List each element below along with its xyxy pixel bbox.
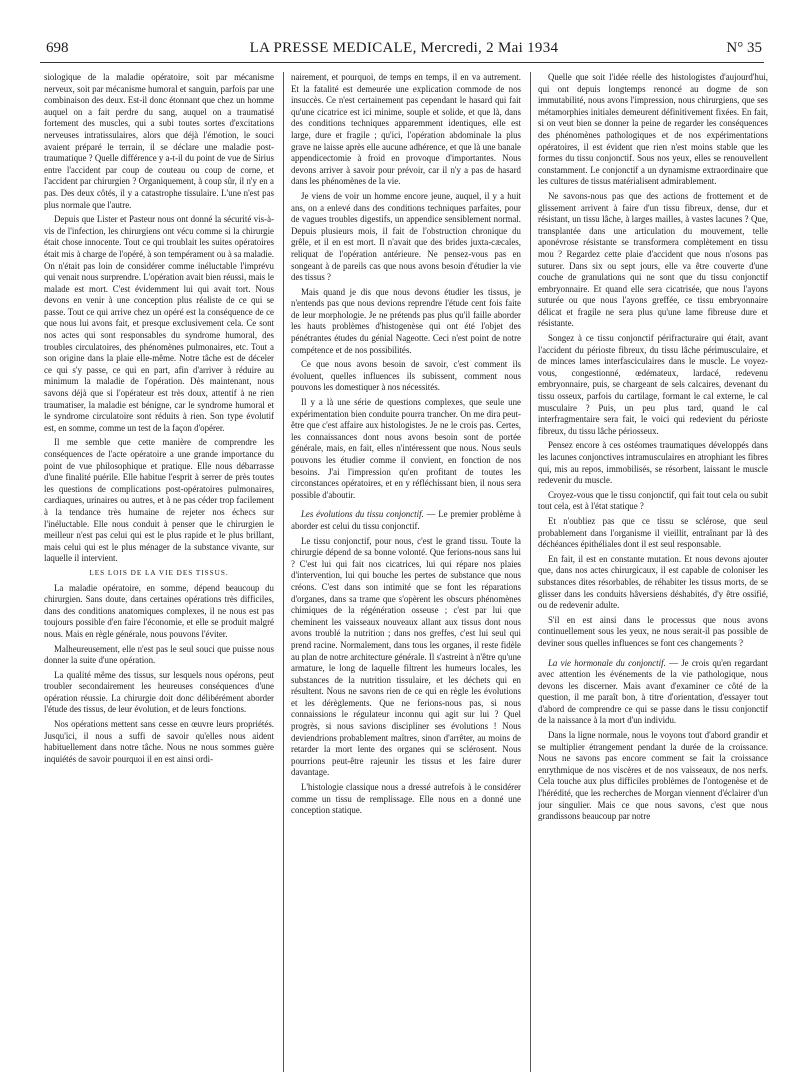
header-rule: [40, 62, 764, 63]
column-right: [538, 72, 768, 1072]
paragraph: Ce que nous avons besoin de savoir, c'est comment ils évoluent, quelles influences ils subissent, comment nous pouvons les domestiquer à nos nécessités.: [291, 359, 521, 393]
paragraph: La qualité même des tissus, sur lesquels nous opérons, peut troubler secondairement les heureuses conséquences d'une opération réussie. La chirurgie doit donc délibérément aborder l'étude des tissus, de leur évolution, et de leurs fonctions.: [44, 669, 274, 715]
paragraph: Croyez-vous que le tissu conjonctif, qui fait tout cela ou subit tout cela, est à l'état statique ?: [538, 489, 768, 512]
column-left: [44, 72, 274, 1072]
paragraph: L'histologie classique nous a dressé autrefois à le considérer comme un tissu de remplissage. Elle nous en a donné une conception statique.: [291, 782, 521, 816]
paragraph-text: — Le premier problème à aborder est celui du tissu conjonctif.: [291, 509, 521, 531]
paragraph: Malheureusement, elle n'est pas le seul souci que puisse nous donner la suite d'une opération.: [44, 643, 274, 666]
subsection-heading: Les évolutions du tissu conjonctif.: [301, 509, 424, 520]
subsection-paragraph: [291, 509, 521, 532]
paragraph: En fait, il est en constante mutation. Et nous devons ajouter que, dans nos actes chirurgicaux, il est capable de coloniser les substances dites résorbables, de réhabiter les tissus morts, de se glisser dans les conduits hâversiens déshabités, d'y être ossifié, ou de redevenir adulte.: [538, 553, 768, 611]
paragraph: La maladie opératoire, en somme, dépend beaucoup du chirurgien. Sans doute, dans certaines opérations très difficiles, dans des conditions anatomiques complexes, il ne nous est pas toujours possible d'en faire l'économie, et elle se produit malgré nous. Mais en règle générale, nous pouvons l'éviter.: [44, 582, 274, 639]
paragraph-text: — Je crois qu'en regardant avec attention les événements de la vie pathologique, nous devons les discerner. Mais avant d'examiner ce côté de la question, il me paraît bon, à titre d'orientation, d'essayer tout d'abord de comprendre ce qui se passe dans le tissu conjonctif de la naissance à la mort d'un individu.: [538, 657, 768, 726]
paragraph: Pensez encore à ces ostéomes traumatiques développés dans les lacunes conjonctives intramusculaires en atrophiant les fibres qui, mis au repos, immobilisés, se résorbent, laissant le muscle redevenir du muscle.: [538, 440, 768, 486]
issue-number: N° 35: [726, 40, 762, 56]
section-heading: LES LOIS DE LA VIE DES TISSUS.: [89, 568, 229, 577]
page-header: [46, 40, 762, 60]
paragraph: Le tissu conjonctif, pour nous, c'est le grand tissu. Toute la chirurgie dépend de sa bonne volonté. Que ferions-nous sans lui ? C'est lui qui fait nos cicatrices, lui qui répare nos plaies d'intervention, lui qui bouche les pertes de substance que nous créons. C'est dans son intimité que se font les réparations d'organes, dans sa trame que s'opèrent les obscurs phénomènes chimiques de la régénération osseuse ; c'est par lui que cheminent les vaisseaux nouveaux allant aux tissus dont nous avons troublé la nutrition ; dans nos greffes, c'est lui seul qui prend racine. Normalement, dans tous les organes, il reste fidèle au plan de notre architecture générale. Il s'astreint à n'être qu'une armature, le long de laquelle filtrent les humeurs locales, les substances de la nutrition tissulaire, et les déchets qui en résultent. Nous ne savons rien de ce qui en règle les évolutions et les dérèglements. Que ne ferions-nous pas, si nous connaissions le régulateur inconnu qui agit sur lui ? Quel progrès, si nous savions discipliner ses évolutions ! Nous deviendrions probablement maîtres, sinon d'arrêter, au moins de retarder la mort lente des organes qui se sclérosent. Nous pourrions peut-être rajeunir les tissus et les faire durer davantage.: [291, 535, 521, 778]
column-middle: [291, 72, 521, 1072]
paragraph: Quelle que soit l'idée réelle des histologistes d'aujourd'hui, qui ont depuis longtemps renoncé au dogme de son immutabilité, nous avons l'impression, nous chirurgiens, que ses métamorphies initiales demeurent définitivement fixées. En fait, si on veut bien se donner la peine de regarder les conséquences des phénomènes pathologiques et de nos expérimentations opératoires, il est évident que rien n'est moins stable que les formes du tissu conjonctif. Sous nos yeux, elles se renouvellent constamment. Le conjonctif a un dynamisme extraordinaire que les cultures de tissus matérialisent admirablement.: [538, 72, 768, 187]
paragraph: Il me semble que cette manière de comprendre les conséquences de l'acte opératoire a une grande importance du point de vue philosophique et pratique. Elle nous débarrasse d'une finalité puérile. Elle habitue l'esprit à serrer de près toutes les questions de complications post-opératoires pulmonaires, cardiaques, urinaires ou autres, et à ne pas céder trop facilement à la tendance très humaine de rejeter nos échecs sur l'inéluctable. Elle nous conduit à penser que le chirurgien le meilleur n'est pas celui qui est le plus rapide et le plus brillant, mais celui qui est le plus ménager de la substance vivante, sur laquelle il intervient.: [44, 437, 274, 564]
column-divider: [530, 72, 531, 1072]
subsection-heading: La vie hormonale du conjonctif.: [548, 657, 666, 668]
paragraph: Dans la ligne normale, nous le voyons tout d'abord grandir et se multiplier étrangement pendant la durée de la croissance. Nous ne savons pas encore comment se fait la croissance enrythmique de nos viscères et de nos vaisseaux, de nos nerfs. Cela touche aux plus difficiles problèmes de l'ontogenèse et de l'hérédité, que les recherches de Morgan viennent d'éclairer d'un jour singulier. Mais ce que nous savons, c'est que nous grandissons beaucoup par notre: [538, 730, 768, 822]
paragraph: siologique de la maladie opératoire, soit par mécanisme nerveux, soit par mécanisme humoral et sanguin, parfois par une combinaison des deux. Est-il donc étonnant que chez un homme auquel on a fait perdre du sang, auquel on a traumatisé fortement des muscles, qui a subi toutes sortes d'excitations nerveuses intratissulaires, alors que déjà l'émotion, le souci avaient préparé le terrain, il se déclare une maladie post-traumatique ? Quelle différence y a-t-il du point de vue de Sirius entre l'accident par coup de couteau ou coup de corne, et l'accident par chirurgien ? Organiquement, à coup sûr, il n'y en a pas. Des deux côtés, il y a catastrophe tissulaire. L'une n'est pas plus normale que l'autre.: [44, 72, 274, 210]
paragraph: S'il en est ainsi dans le processus que nous avons continuellement sous les yeux, ne nous serait-il pas possible de deviner sous quelles influences se font ces changements ?: [538, 614, 768, 648]
paragraph: Nos opérations mettent sans cesse en œuvre leurs propriétés. Jusqu'ici, il nous a suffi de savoir qu'elles nous aident habituellement dans notre tâche. Nous ne nous sommes guère inquiétés de savoir pourquoi il en est ainsi ordi-: [44, 719, 274, 764]
paragraph: Il y a là une série de questions complexes, que seule une expérimentation bien conduite pourra trancher. On me dira peut-être que c'est affaire aux histologistes. Je ne le crois pas. Certes, les connaissances dont nous avons besoin sont de portée générale, mais, en fait, elles n'intéressent que nous. Nous seuls pouvons les étudier comme il convient, en fonction de nos besoins. J'ai l'impression qu'en profitant de toutes les circonstances opératoires, et en y réfléchissant bien, il nous sera possible d'aboutir.: [291, 397, 521, 500]
paragraph: Mais quand je dis que nous devons étudier les tissus, je n'entends pas que nous devions reprendre l'étude cent fois faite de leur morphologie. Je ne prétends pas plus qu'il faille aborder les hauts problèmes d'histogenèse qui ont été l'objet des pénétrantes études du génial Nageotte. Ceci n'est point de notre compétence et de nos possibilités.: [291, 286, 521, 355]
paragraph: Depuis que Lister et Pasteur nous ont donné la sécurité vis-à-vis de l'infection, les chirurgiens ont vécu comme si la chirurgie était chose innocente. Tout ce qui troublait les suites opératoires était mis à charge de l'opéré, à son tempérament ou à sa maladie. On n'était pas loin de considérer comme inéluctable l'imprévu qui venait nous surprendre. L'opération avait bien réussi, mais le malade est mort. C'est évidemment lui qui avait tort. Nous devons en venir à une conception plus réaliste de ce qui se passe. Tout ce qui arrive chez un opéré est la conséquence de ce que nous lui avons fait, et presque exclusivement cela. Ce sont nos actes qui sont responsables du syndrome humoral, des troubles circulatoires, des phénomènes pulmonaires, etc. Tout a son origine dans la plaie elle-même. Notre tâche est de déceler ce qui s'y passe, ce qui en part, afin d'arriver à réduire au minimum la maladie de l'opération. Dès maintenant, nous savons déjà que si l'opérateur est très doux, attentif à ne rien traumatiser, la maladie est bénigne, car le syndrome humoral et le syndrome circulatoire sont réduits à rien. Son type évolutif est, en somme, comme un test de la façon d'opérer.: [44, 214, 274, 433]
subsection-paragraph: [538, 658, 768, 728]
paragraph: Songez à ce tissu conjonctif périfracturaire qui était, avant l'accident du périoste fibreux, du tissu lâche périmusculaire, et de minces lames interfasciculaires dans le muscle. Le voyez-vous, congestionné, œdémateux, lardacé, redevenu embryonnaire, puis, se chargeant de sels calcaires, devenant du tissu osseux, parfois du cartilage, formant le cal externe, le cal musculaire ? Puis, un peu plus tard, quand le cal interfragmentaire sera fait, le voici qui redevient du périoste fibreux, du tissu lâche périosseux.: [538, 333, 768, 436]
column-divider: [283, 72, 284, 1072]
page-number: 698: [46, 40, 69, 56]
paragraph: Et n'oubliez pas que ce tissu se sclérose, que seul probablement dans l'organisme il vieillit, entraînant par là des déchéances épithéliales dont il est seul responsable.: [538, 515, 768, 550]
paragraph: Je viens de voir un homme encore jeune, auquel, il y a huit ans, on a enlevé dans des conditions techniques parfaites, pour de vagues troubles digestifs, un appendice sensiblement normal. Depuis plusieurs mois, il fait de l'obstruction chronique du grêle, et il en est mort. Il n'avait que des brides juxta-cæcales, reliquat de l'opération antérieure. Ne pensez-vous pas en songeant à de pareils cas que nous avons besoin d'étudier la vie des tissus ?: [291, 190, 521, 283]
paragraph: nairement, et pourquoi, de temps en temps, il en va autrement. Et la fatalité est demeurée une explication commode de nos insuccès. Ce n'est certainement pas cependant le hasard qui fait qu'une cicatrice est ici minime, souple et solide, et que là, dans des conditions techniques apparemment identiques, elle est large, dure et fragile ; qu'ici, l'opération abdominale la plus grave ne laisse après elle aucune adhérence, et que là une banale appendicectomie à froid en provoque d'importantes. Nous devons arriver à savoir pour prévoir, car il n'y a pas de hasard dans les phénomènes de la vie.: [291, 72, 521, 187]
journal-title: LA PRESSE MEDICALE, Mercredi, 2 Mai 1934: [249, 40, 559, 56]
paragraph: Ne savons-nous pas que des actions de frottement et de glissement arrivent à faire d'un tissu fibreux, dense, dur et résistant, un tissu lâche, à larges mailles, à vastes lacunes ? Que, transplantée dans une articulation du mouvement, telle aponévrose résistante se transformera complètement en tissu mou ? Regardez cette plaie d'accident que nous n'osons pas suturer. Dans six ou sept jours, elle va être couverte d'une couche de granulations qui ne sont que du tissu conjonctif embryonnaire. Et quand elle sera cicatrisée, que nous l'ayons suturée ou que nous l'ayons greffée, ce tissu embryonnaire délicat et fragile ne sera plus qu'une lame fibreuse dure et résistante.: [538, 190, 768, 329]
